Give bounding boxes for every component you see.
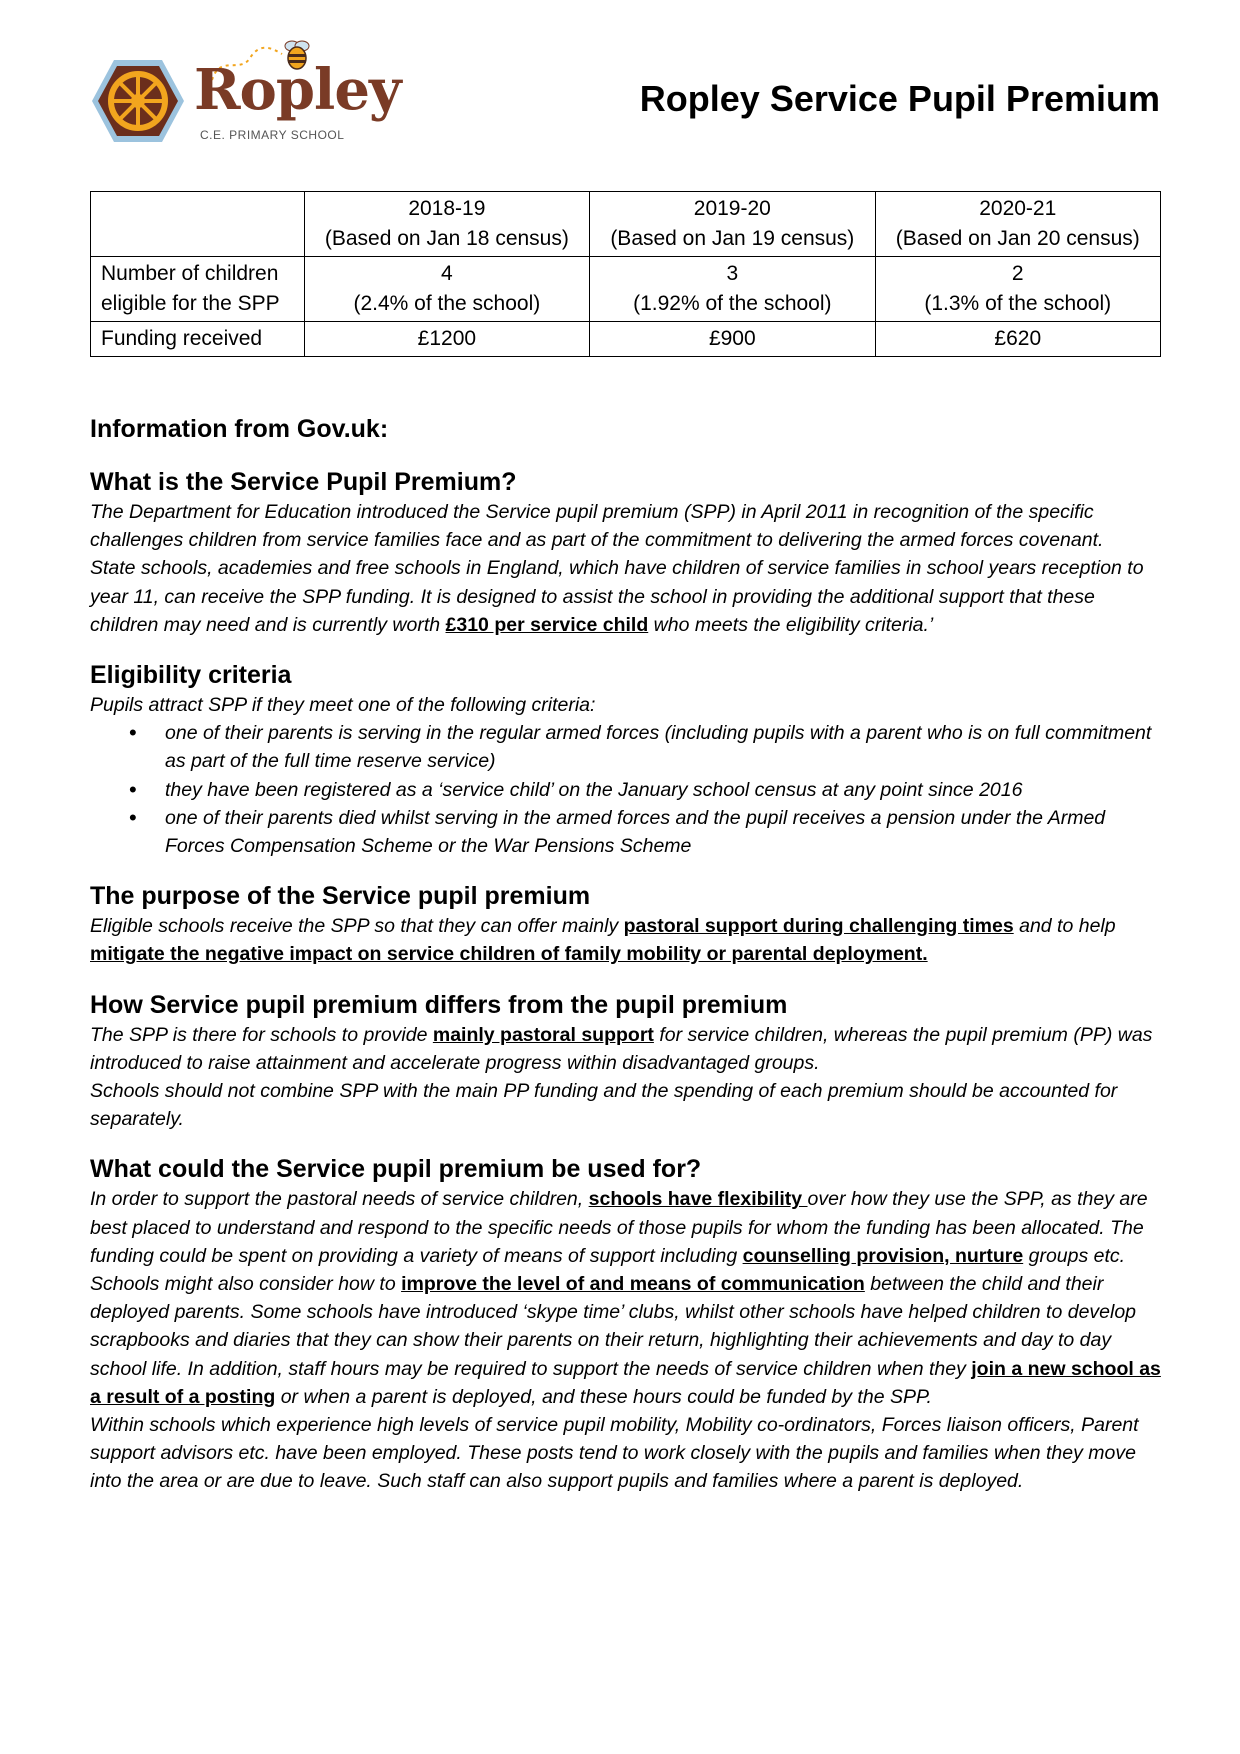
highlight-new-school: join a new school as a result of a posting <box>90 1357 1161 1408</box>
text-run: The SPP is there for schools to provide <box>90 1023 433 1046</box>
row-label: Funding received <box>91 322 305 357</box>
section-heading: What could the Service pupil premium be used for? <box>90 1155 702 1184</box>
eligible-count: 4 <box>441 262 453 285</box>
text-run: between the child and their deployed parents. Some schools have introduced ‘skype time’ clubs, whilst other schools have helped children to develop scrapbooks and diaries that they can show their parents on their return, highlighting their achievements and day to day school life. In addition, staff hours may be required to support the needs of service children when they <box>90 1273 1137 1380</box>
document-body <box>90 412 1161 1516</box>
text-run: In order to support the pastoral needs of service children, <box>90 1188 589 1211</box>
table-header-row <box>91 192 1161 257</box>
info-heading: Information from Gov.uk: <box>90 415 389 443</box>
eligible-count: 2 <box>1011 262 1024 285</box>
eligible-percent: (1.3% of the school) <box>924 292 1112 315</box>
census-label: (Based on Jan 20 census) <box>895 227 1140 250</box>
section-purpose <box>90 880 1161 968</box>
list-item: • one of their parents is serving in the regular armed forces (including pupils with a parent who is on full commitment as part of the full time reserve service) <box>165 719 1161 775</box>
table-header-cell <box>875 192 1160 257</box>
row-label: Number of children eligible for the SPP <box>91 257 305 322</box>
paragraph <box>90 1021 1161 1077</box>
funding-cell: £1200 <box>304 322 589 357</box>
text-run: groups etc. <box>1023 1244 1126 1267</box>
year-label: 2019-20 <box>693 197 771 220</box>
section-eligibility <box>90 659 1161 860</box>
paragraph: Within schools which experience high levels of service pupil mobility, Mobility co-ordinators, Forces liaison officers, Parent support advisors etc. have been employed. These posts tend to work closely with the pupils and families when they move into the area or are due to leave. Such staff can also support pupils and families where a parent is deployed. <box>90 1414 1139 1493</box>
section-heading: How Service pupil premium differs from the pupil premium <box>90 990 788 1019</box>
paragraph: Schools should not combine SPP with the main PP funding and the spending of each premium should be accounted for separately. <box>90 1080 1118 1131</box>
funding-cell: £900 <box>590 322 875 357</box>
paragraph: The Department for Education introduced the Service pupil premium (SPP) in April 2011 in recognition of the specific challenges children from service families face and as part of the commitment to delivering the armed forces covenant. <box>90 501 1104 552</box>
funding-cell: £620 <box>875 322 1160 357</box>
table-cell <box>590 257 875 322</box>
logo-wordmark: Ropley <box>194 57 401 123</box>
text-run: Eligible schools receive the SPP so that they can offer mainly <box>90 915 624 938</box>
school-logo <box>90 38 401 148</box>
text-run: State schools, academies and free schools in England, which have children of service families in school years reception to year 11, can receive the SPP funding. It is designed to assist the school in providing the additional support that these children may need and is currently worth <box>90 557 1144 636</box>
text-run: and to help <box>1013 915 1116 938</box>
section-heading: What is the Service Pupil Premium? <box>90 468 517 496</box>
logo-subtitle: C.E. PRIMARY SCHOOL <box>200 128 345 142</box>
highlight-mitigate-impact: mitigate the negative impact on service children of family mobility or parental deployment. <box>90 943 928 966</box>
paragraph <box>90 554 1161 639</box>
section-heading: Eligibility criteria <box>90 661 292 690</box>
section-what-is-spp <box>90 466 1161 639</box>
highlight-mainly-pastoral: mainly pastoral support <box>432 1023 654 1046</box>
text-run: or when a parent is deployed, and these hours could be funded by the SPP. <box>275 1385 932 1408</box>
eligible-count: 3 <box>726 262 739 285</box>
highlight-310-per-child: £310 per service child <box>445 613 649 636</box>
section-heading: The purpose of the Service pupil premium <box>90 882 591 911</box>
table-corner-cell <box>91 192 305 257</box>
highlight-counselling: counselling provision, nurture <box>742 1244 1024 1267</box>
year-label: 2018-19 <box>408 197 486 220</box>
highlight-flexibility: schools have flexibility <box>588 1188 808 1211</box>
page-header <box>90 0 1160 170</box>
year-label: 2020-21 <box>979 197 1057 220</box>
list-item: • they have been registered as a ‘service child’ on the January school census at any point since 2016 <box>165 776 1161 804</box>
table-row <box>91 322 1161 357</box>
text-run: over how they use the SPP, as they are best placed to understand and respond to the specific needs of those pupils for whom the funding has been allocated. The funding could be spent on providing a variety of means of support including <box>90 1188 1148 1267</box>
text-run: who meets the eligibility criteria.’ <box>648 613 934 636</box>
table-header-cell <box>304 192 589 257</box>
eligible-percent: (1.92% of the school) <box>633 292 832 315</box>
table-row <box>91 257 1161 322</box>
highlight-communication: improve the level of and means of communication <box>401 1273 865 1296</box>
document-page <box>90 0 1161 1493</box>
section-used-for <box>90 1153 1161 1495</box>
text-run: for service children, whereas the pupil premium (PP) was introduced to raise attainment and accelerate progress within disadvantaged groups. <box>90 1023 1153 1074</box>
page-title: Ropley Service Pupil Premium <box>639 78 1160 119</box>
section-differs <box>90 989 1161 1134</box>
eligible-percent: (2.4% of the school) <box>353 292 541 315</box>
paragraph: Pupils attract SPP if they meet one of the following criteria: <box>90 694 596 717</box>
list-item: • one of their parents died whilst serving in the armed forces and the pupil receives a pension under the Armed Forces Compensation Scheme or the War Pensions Scheme <box>165 804 1161 860</box>
table-header-cell <box>590 192 875 257</box>
spp-funding-table <box>90 191 1161 357</box>
wheel-hexagon-icon <box>90 58 186 144</box>
census-label: (Based on Jan 19 census) <box>610 227 855 250</box>
criteria-list <box>90 719 1161 860</box>
census-label: (Based on Jan 18 census) <box>324 227 569 250</box>
paragraph <box>90 1270 1161 1411</box>
table-cell <box>875 257 1160 322</box>
highlight-pastoral-support: pastoral support during challenging times <box>623 915 1014 938</box>
table-cell <box>304 257 589 322</box>
paragraph <box>90 1185 1161 1270</box>
paragraph <box>90 912 1161 968</box>
text-run: Schools might also consider how to <box>90 1273 402 1296</box>
